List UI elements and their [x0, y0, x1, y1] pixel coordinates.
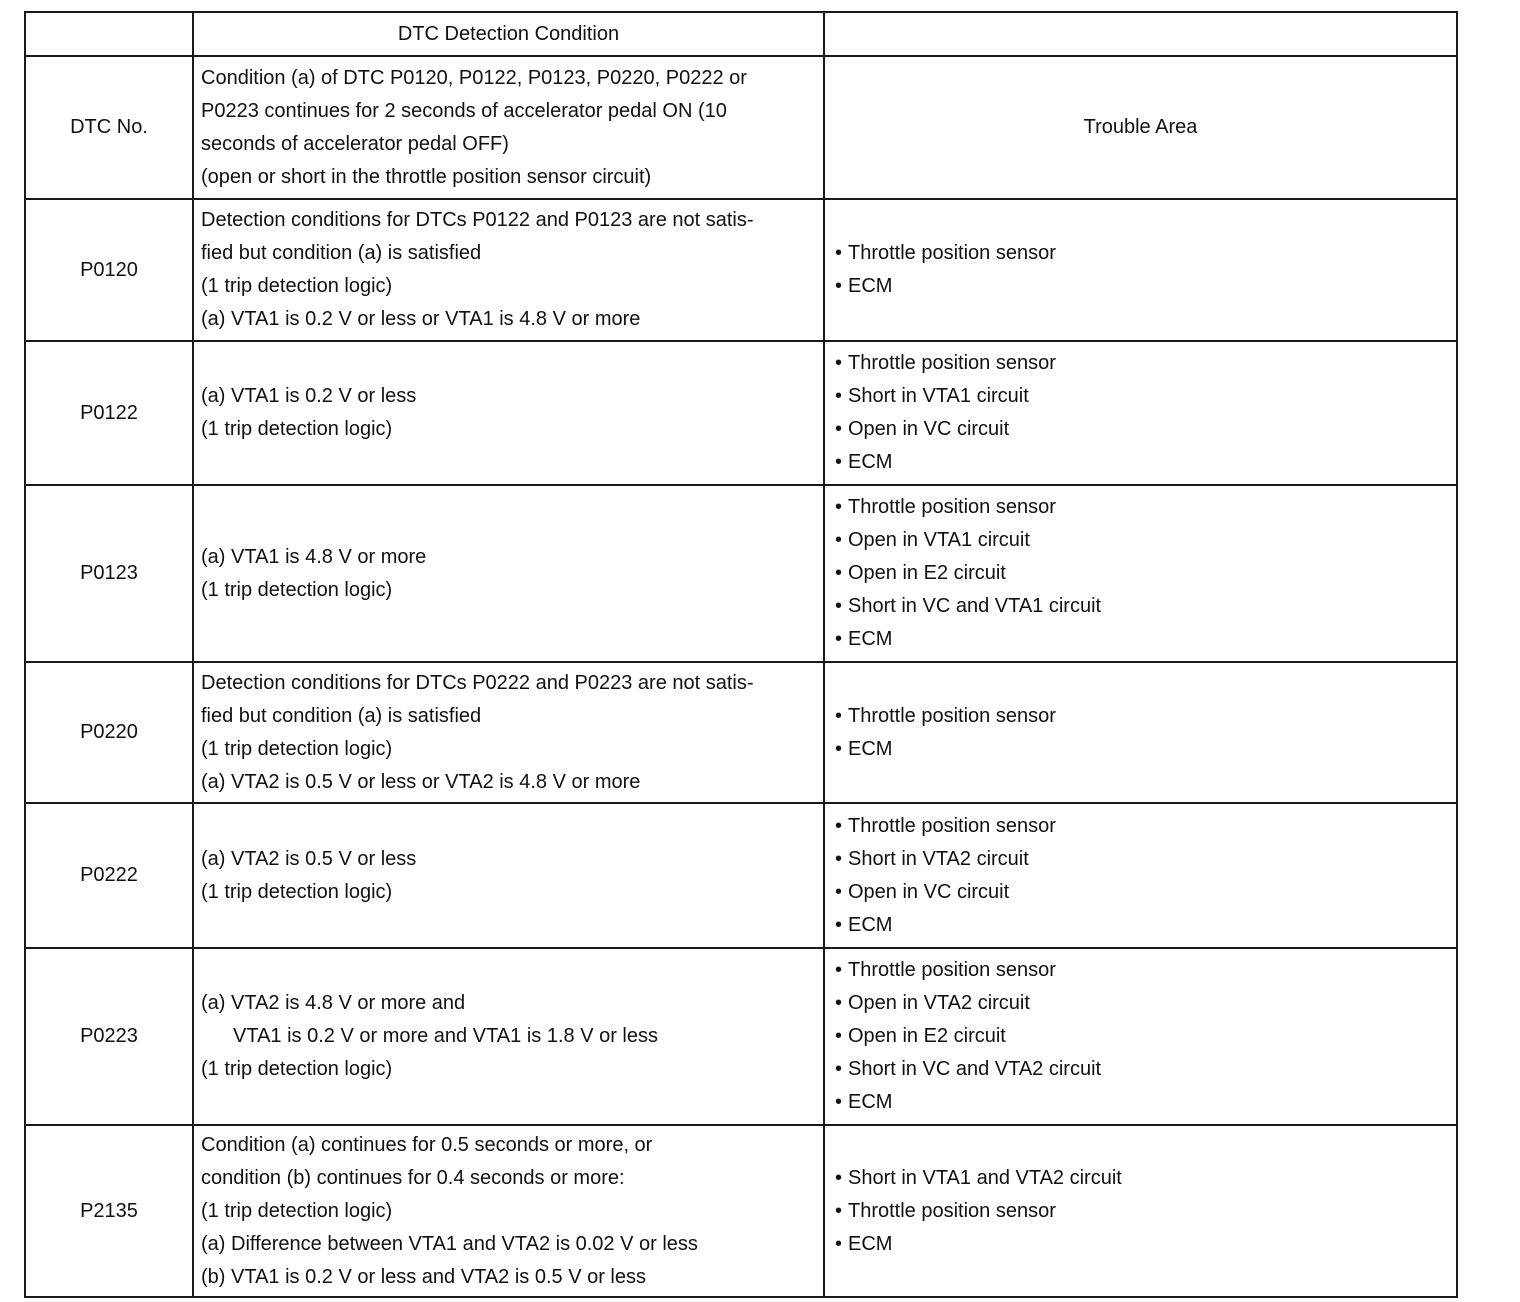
condition-line: fied but condition (a) is satisfied — [201, 242, 482, 264]
trouble-area-item: • Short in VTA1 and VTA2 circuit — [835, 1162, 1456, 1195]
condition-line: P0223 continues for 2 seconds of accelerator pedal ON (10 — [201, 99, 727, 122]
dtc-code: P2135 — [25, 1125, 193, 1297]
trouble-area-item: • Short in VTA1 circuit — [835, 380, 1456, 413]
trouble-area-item: • Throttle position sensor — [835, 237, 1456, 270]
trouble-area-item: • ECM — [835, 270, 1456, 303]
trouble-area-item: • Short in VC and VTA1 circuit — [835, 590, 1456, 623]
trouble-area-item: • ECM — [835, 733, 1456, 766]
detection-condition-cell — [193, 1125, 824, 1297]
trouble-area-item: • ECM — [835, 623, 1456, 656]
condition-line: VTA1 is 0.2 V or more and VTA1 is 1.8 V or less — [233, 1025, 658, 1047]
bullet-icon: • — [835, 1199, 843, 1222]
dtc-code: P0220 — [25, 662, 193, 803]
table-row — [25, 1125, 1457, 1297]
condition-line: fied but condition (a) is satisfied — [201, 704, 482, 727]
condition-line: (a) VTA1 is 4.8 V or more — [201, 545, 427, 568]
detection-condition-cell — [193, 948, 824, 1125]
bullet-icon: • — [835, 562, 843, 584]
dtc-no-header: DTC No. — [25, 56, 193, 199]
condition-line: Condition (a) of DTC P0120, P0122, P0123, P0220, P0222 or — [201, 66, 747, 89]
bullet-icon: • — [835, 704, 843, 727]
trouble-area-cell — [824, 1125, 1457, 1297]
trouble-area-item: • Throttle position sensor — [835, 491, 1456, 524]
trouble-area-item: • Open in VC circuit — [835, 876, 1456, 909]
condition-line: (1 trip detection logic) — [201, 1199, 393, 1222]
condition-line: (1 trip detection logic) — [201, 737, 393, 760]
subheader-row — [25, 56, 1457, 199]
condition-line: (1 trip detection logic) — [201, 418, 393, 440]
condition-line: (a) VTA2 is 0.5 V or less or VTA2 is 4.8 V or more — [201, 770, 641, 793]
dtc-code: P0223 — [25, 948, 193, 1125]
trouble-area-item: • ECM — [835, 909, 1456, 942]
detection-condition-cell — [193, 803, 824, 948]
bullet-icon: • — [835, 1166, 843, 1189]
trouble-area-cell — [824, 485, 1457, 662]
trouble-area-item: • ECM — [835, 446, 1456, 479]
trouble-area-item: • Open in E2 circuit — [835, 557, 1456, 590]
condition-line: (1 trip detection logic) — [201, 880, 393, 903]
bullet-icon: • — [835, 1232, 843, 1255]
table-row — [25, 948, 1457, 1125]
dtc-code: P0123 — [25, 485, 193, 662]
condition-line: Condition (a) continues for 0.5 seconds or more, or — [201, 1133, 653, 1156]
table-row — [25, 199, 1457, 341]
trouble-area-item: • Throttle position sensor — [835, 347, 1456, 380]
condition-line: condition (b) continues for 0.4 seconds or more: — [201, 1166, 625, 1189]
bullet-icon: • — [835, 1091, 843, 1113]
trouble-area-cell — [824, 803, 1457, 948]
dtc-code: P0120 — [25, 199, 193, 341]
condition-line: (b) VTA1 is 0.2 V or less and VTA2 is 0.5 V or less — [201, 1265, 646, 1288]
bullet-icon: • — [835, 628, 843, 650]
header-cell-detection-condition: DTC Detection Condition — [193, 12, 824, 56]
bullet-icon: • — [835, 737, 843, 760]
dtc-code: P0222 — [25, 803, 193, 948]
trouble-area-item: • Short in VC and VTA2 circuit — [835, 1053, 1456, 1086]
trouble-area-cell — [824, 662, 1457, 803]
bullet-icon: • — [835, 242, 843, 264]
bullet-icon: • — [835, 385, 843, 407]
dtc-table — [24, 11, 1458, 1298]
condition-line: seconds of accelerator pedal OFF) — [201, 132, 509, 155]
bullet-icon: • — [835, 418, 843, 440]
condition-line: (1 trip detection logic) — [201, 1058, 393, 1080]
trouble-area-item: • Throttle position sensor — [835, 954, 1456, 987]
bullet-icon: • — [835, 352, 843, 374]
bullet-icon: • — [835, 913, 843, 936]
condition-line: (1 trip detection logic) — [201, 275, 393, 297]
header-cell-1 — [25, 12, 193, 56]
trouble-area-item: • Throttle position sensor — [835, 1195, 1456, 1228]
bullet-icon: • — [835, 1025, 843, 1047]
bullet-icon: • — [835, 847, 843, 870]
trouble-area-item: • Throttle position sensor — [835, 700, 1456, 733]
table-row — [25, 662, 1457, 803]
condition-line: (a) VTA1 is 0.2 V or less — [201, 385, 417, 407]
trouble-area-cell — [824, 199, 1457, 341]
header-row — [25, 12, 1457, 56]
bullet-icon: • — [835, 529, 843, 551]
bullet-icon: • — [835, 880, 843, 903]
detection-condition-cell — [193, 199, 824, 341]
detection-condition-cell — [193, 341, 824, 485]
condition-line: (open or short in the throttle position sensor circuit) — [201, 165, 652, 188]
trouble-area-item: • ECM — [835, 1086, 1456, 1119]
bullet-icon: • — [835, 496, 843, 518]
general-condition-cell — [193, 56, 824, 199]
trouble-area-cell — [824, 948, 1457, 1125]
condition-line: (a) VTA2 is 4.8 V or more and — [201, 992, 466, 1014]
detection-condition-cell — [193, 485, 824, 662]
table-row — [25, 803, 1457, 948]
trouble-area-item: • Open in VTA1 circuit — [835, 524, 1456, 557]
trouble-area-header: Trouble Area — [824, 56, 1457, 199]
trouble-area-cell — [824, 341, 1457, 485]
condition-line: (a) Difference between VTA1 and VTA2 is 0.02 V or less — [201, 1232, 698, 1255]
header-cell-3 — [824, 12, 1457, 56]
trouble-area-item: • Open in VC circuit — [835, 413, 1456, 446]
condition-line: (1 trip detection logic) — [201, 578, 393, 601]
condition-line: Detection conditions for DTCs P0122 and P0123 are not satis- — [201, 209, 754, 231]
bullet-icon: • — [835, 451, 843, 473]
trouble-area-item: • Throttle position sensor — [835, 810, 1456, 843]
bullet-icon: • — [835, 959, 843, 981]
table-row — [25, 485, 1457, 662]
trouble-area-item: • Short in VTA2 circuit — [835, 843, 1456, 876]
table-row — [25, 341, 1457, 485]
bullet-icon: • — [835, 595, 843, 617]
bullet-icon: • — [835, 1058, 843, 1080]
bullet-icon: • — [835, 814, 843, 837]
trouble-area-item: • ECM — [835, 1228, 1456, 1261]
condition-line: (a) VTA1 is 0.2 V or less or VTA1 is 4.8 V or more — [201, 308, 641, 330]
condition-line: Detection conditions for DTCs P0222 and P0223 are not satis- — [201, 671, 754, 694]
dtc-code: P0122 — [25, 341, 193, 485]
bullet-icon: • — [835, 992, 843, 1014]
condition-line: (a) VTA2 is 0.5 V or less — [201, 847, 417, 870]
trouble-area-item: • Open in E2 circuit — [835, 1020, 1456, 1053]
bullet-icon: • — [835, 275, 843, 297]
trouble-area-item: • Open in VTA2 circuit — [835, 987, 1456, 1020]
detection-condition-cell — [193, 662, 824, 803]
